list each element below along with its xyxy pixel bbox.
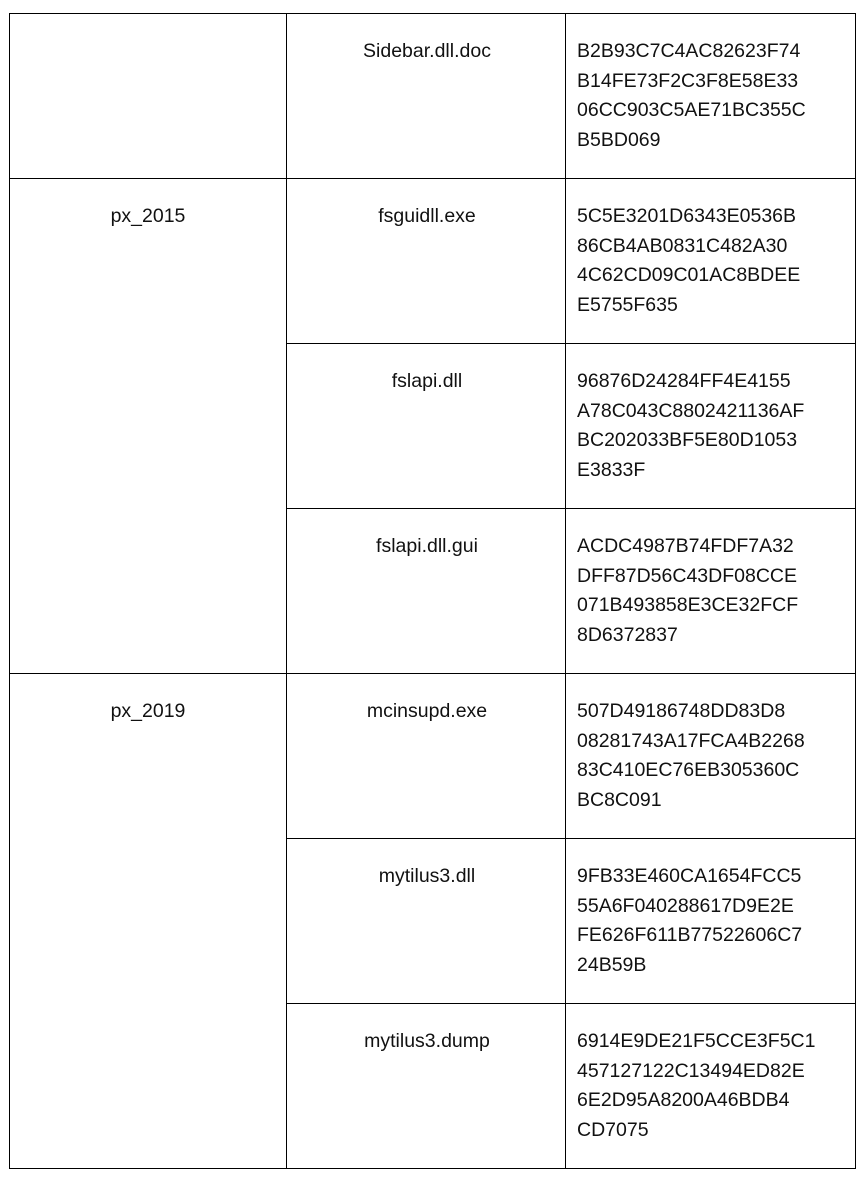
hash-cell bbox=[566, 179, 856, 344]
hash-line: E3833F bbox=[577, 458, 646, 481]
hash-line: 06CC903C5AE71BC355C bbox=[577, 99, 806, 121]
group-cell bbox=[10, 14, 287, 179]
hash-cell bbox=[566, 674, 856, 839]
file-cell bbox=[287, 14, 566, 179]
hash-line: 86CB4AB0831C482A30 bbox=[577, 234, 788, 257]
hash-line: A78C043C8802421136AF bbox=[577, 399, 805, 422]
hash-line: 457127122C13494ED82E bbox=[577, 1059, 805, 1082]
hash-line: 5C5E3201D6343E0536B bbox=[577, 205, 797, 227]
hash-line: 96876D24284FF4E4155 bbox=[577, 370, 791, 392]
file-cell bbox=[287, 344, 566, 509]
hash-table bbox=[9, 13, 856, 1169]
hash-line: 507D49186748DD83D8 bbox=[577, 700, 786, 722]
hash-line: 6914E9DE21F5CCE3F5C1 bbox=[577, 1030, 816, 1052]
hash-line: BC202033BF5E80D1053 bbox=[577, 429, 798, 451]
file-cell bbox=[287, 674, 566, 839]
file-name: Sidebar.dll.doc bbox=[363, 40, 491, 62]
file-cell bbox=[287, 839, 566, 1004]
file-name: fslapi.dll bbox=[391, 370, 463, 392]
hash-line: 55A6F040288617D9E2E bbox=[577, 894, 794, 917]
table-row bbox=[10, 179, 856, 344]
hash-line: DFF87D56C43DF08CCE bbox=[577, 564, 797, 587]
hash-line: 071B493858E3CE32FCF bbox=[577, 594, 799, 616]
hash-line: 6E2D95A8200A46BDB4 bbox=[577, 1089, 790, 1111]
table-row bbox=[10, 14, 856, 179]
hash-cell bbox=[566, 344, 856, 509]
hash-cell bbox=[566, 14, 856, 179]
file-name: mytilus3.dll bbox=[378, 865, 476, 887]
group-cell bbox=[10, 179, 287, 674]
hash-line: B5BD069 bbox=[577, 128, 661, 151]
file-name: mcinsupd.exe bbox=[366, 700, 488, 722]
hash-line: FE626F611B77522606C7 bbox=[577, 924, 803, 946]
hash-line: 4C62CD09C01AC8BDEE bbox=[577, 264, 801, 286]
hash-line: 8D6372837 bbox=[577, 623, 678, 646]
hash-line: B14FE73F2C3F8E58E33 bbox=[577, 69, 799, 92]
hash-cell bbox=[566, 1004, 856, 1169]
hash-cell bbox=[566, 509, 856, 674]
file-name: fsguidll.exe bbox=[378, 205, 476, 227]
group-label: px_2019 bbox=[110, 700, 186, 722]
hash-line: 08281743A17FCA4B2268 bbox=[577, 729, 805, 752]
file-cell bbox=[287, 509, 566, 674]
table-row bbox=[10, 674, 856, 839]
hash-line: 24B59B bbox=[577, 953, 647, 976]
hash-line: CD7075 bbox=[577, 1118, 649, 1141]
hash-line: E5755F635 bbox=[577, 293, 678, 316]
hash-line: BC8C091 bbox=[577, 788, 662, 811]
file-name: mytilus3.dump bbox=[364, 1030, 490, 1052]
file-name: fslapi.dll.gui bbox=[376, 535, 478, 557]
hash-cell bbox=[566, 839, 856, 1004]
group-cell bbox=[10, 674, 287, 1169]
file-cell bbox=[287, 179, 566, 344]
group-label: px_2015 bbox=[110, 205, 186, 227]
hash-line: ACDC4987B74FDF7A32 bbox=[577, 535, 794, 557]
hash-line: 83C410EC76EB305360C bbox=[577, 759, 800, 781]
file-cell bbox=[287, 1004, 566, 1169]
hash-line: B2B93C7C4AC82623F74 bbox=[577, 40, 801, 62]
hash-line: 9FB33E460CA1654FCC5 bbox=[577, 865, 802, 887]
